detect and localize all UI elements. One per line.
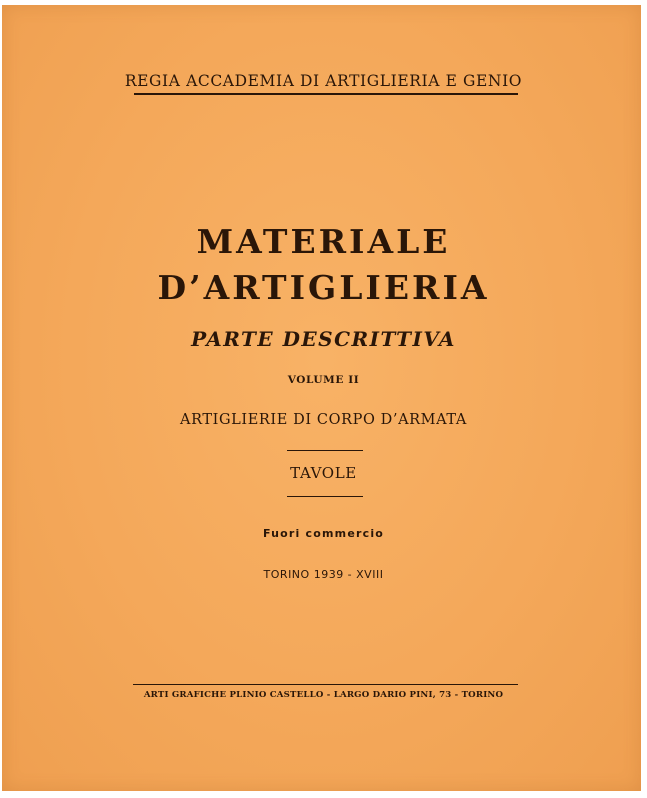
divider-rule-bottom — [287, 496, 363, 497]
place-date: TORINO 1939 - XVIII — [263, 568, 384, 581]
printer-rule — [133, 684, 518, 685]
subtitle: PARTE DESCRITTIVA — [191, 327, 456, 351]
title-line-2: D’ARTIGLIERIA — [157, 268, 490, 307]
title-line-1: MATERIALE — [196, 222, 451, 261]
academy-heading: REGIA ACCADEMIA DI ARTIGLIERIA E GENIO — [124, 72, 523, 90]
not-for-sale-notice: Fuori commercio — [262, 527, 385, 540]
plates-label: TAVOLE — [290, 464, 357, 482]
header-rule — [134, 93, 518, 95]
series-title: ARTIGLIERIE DI CORPO D’ARMATA — [180, 412, 467, 428]
volume-label: VOLUME II — [287, 374, 360, 386]
printer-imprint: ARTI GRAFICHE PLINIO CASTELLO - LARGO DARIO PINI, 73 - TORINO — [143, 690, 504, 700]
divider-rule-top — [287, 450, 363, 451]
book-cover — [2, 5, 641, 791]
